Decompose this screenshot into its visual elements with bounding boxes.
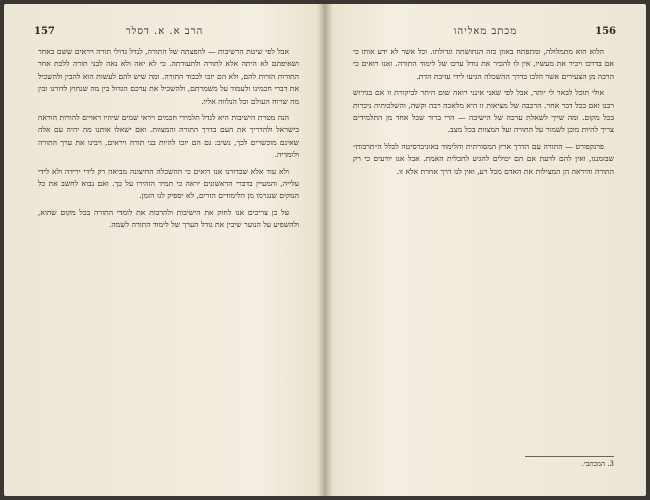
paragraph: ולא עוד אלא שבדורנו אנו רואים כי ההשכלה החיצונה מביאה רק לידי ירידה ולא לידי עלייה, והמעיין בדברי הראשונים יראה כי תמיד הזהירו על כך. ואם נבוא לחשב את כל הנזקים שנגרמו מן הלימודים הזרים, לא יספיק לנו הזמן. <box>38 166 299 201</box>
left-page-number: 157 <box>34 26 55 37</box>
right-page <box>325 4 646 496</box>
paragraph: אולי תוכל לבאר לי יותר, אבל לפי שאני אינני רואה שום היתר לביקורת זו אם בגירוש רבנו ואם בכל דבר אחר. הרכבה של מציאות זו היא מלאכה רבה וקשה, והשלכותיה ניכרות בכל מקום. ומה שייך לשאלת ערכה של הישיבה — הרי ברור שכל אחד מן התלמידים צריך להיות מוכן לשמור על התורה ועל המצוות בכל מצב. <box>353 88 614 135</box>
book-spread <box>4 4 646 496</box>
right-page-body <box>353 46 614 458</box>
right-page-number: 156 <box>595 26 616 37</box>
paragraph: על כן צריכים אנו לחזק את הישיבות ולהרבות את לומדי התורה בכל מקום שהוא, ולהשפיע על הנוער שיבין את גודל הערך של לימוד התורה לשמה. <box>38 207 299 230</box>
paragraph: הלוא הוא מתמלולה, ומתפתח באוזן כזה הנחושתה וגדולתו. וכל אשר לא ידע אותו כי אם בדרכו ויכיר את מעשיו, אין לו להכיר את גודל ערכו של לימוד התורה. ואנו רואים כי הרבה מן הצעירים אשר הלכו בדרך ההשכלה הגיעו לידי עזיבת הדת. <box>353 47 614 81</box>
left-page-header <box>34 26 295 40</box>
left-running-head: הרב א. א. דסלר <box>125 26 204 37</box>
footnote: 3. המכתבי. <box>581 460 614 468</box>
left-page-body <box>38 46 299 458</box>
paragraph: אבל לפי שיטת הרשיבות — להפצתה של התורה, לנדל גדולי תורה ויראים ששם באחר ושאיפתם לא היתה אלא לתורה ולתעודתה. כי לא יאה ולא נאה לבני תורה ללכת אחר התורות הזרות להם, ולא הם יזכו לכבוד התורה. ומה שיש להם לעשות הוא להבין ולהשכיל את דברי חכמינו ולעמוד על משמרתם, ולהשכיל את ערכם הגדול בין מה שנחוץ לדורנו ובין מה שרוח העולם וכל הנלווה אליו. <box>38 47 299 106</box>
left-page <box>4 4 325 496</box>
paragraph: פרנקפורט — התורה עם הדרך ארץ המסורתית והלימוד באוניברסיטה לכלל ה״תרבות״ שבזמננו, ואין להם לדעת אם הם יכולים להגיע לתכלית האמת. אבל אנו יודעים כי רק התורה והיראה הן המצילות את האדם מכל רע, ואין לנו דרך אחרת אלא זו. <box>353 141 614 176</box>
footnote-rule <box>525 456 614 457</box>
book-gutter <box>316 4 334 496</box>
paragraph: הנה מטרת הישיבות היא לגדל תלמידי חכמים ויראי שמים שיהיו ראויים להורות הוראה בישראל ולהדריך את העם בדרך התורה והמצוות. ואם ישאלו אותנו מה יהיה עם אלה שאינם מוכשרים לכך, נשיב: גם הם יזכו להיות בני תורה ויראים, ויבינו את ערך התורה ולומדיה. <box>38 113 299 160</box>
right-running-head: מכתב מאליהו <box>453 26 518 37</box>
right-page-header <box>355 26 616 40</box>
